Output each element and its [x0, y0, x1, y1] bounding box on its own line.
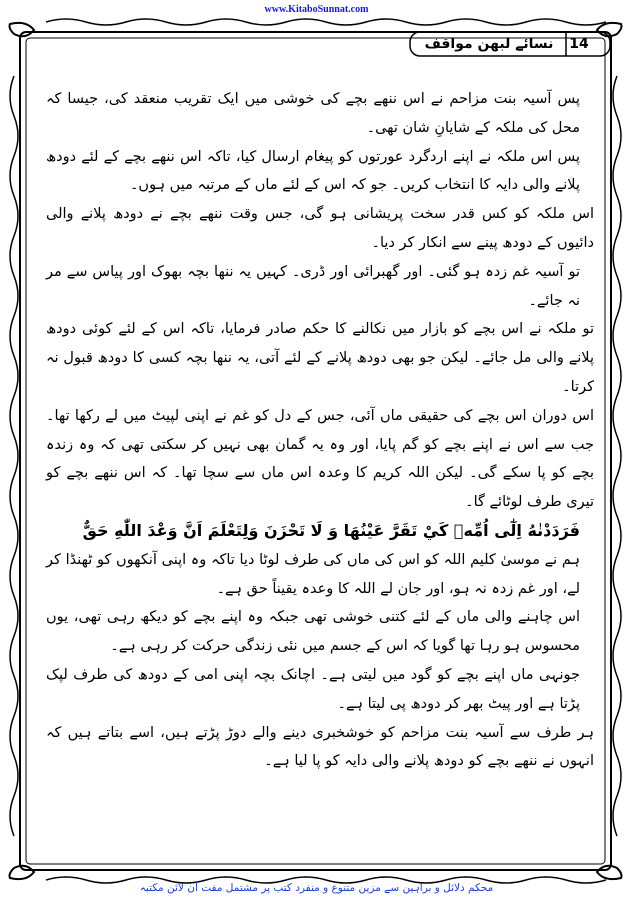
paragraph: پس آسیہ بنت مزاحم نے اس ننھے بچے کی خوشی میں ایک تقریب منعقد کی، جیسا کہ محل کی ملکہ کے شایانِ شان تھی۔	[46, 91, 580, 136]
paragraph: اس ملکہ کو کس قدر سخت پریشانی ہو گی، جس وقت ننھے بچے نے دودھ پلانے والی دائیوں کے دودھ پینے سے انکار کر دیا۔	[46, 206, 594, 251]
quran-verse: فَرَدَدْنٰهُ اِلٰٓى اُمِّهٖ كَيْ تَقَرَّ عَيْنُهَا وَ لَا تَحْزَنَ وَلِتَعْلَمَ اَنَّ وَعْدَ اللّٰهِ حَقٌّ	[82, 520, 580, 540]
page-number: 14	[569, 36, 589, 52]
footer-note: محکم دلائل و براہین سے مزین متنوع و منفرد کتب پر مشتمل مفت آن لائن مکتبہ	[139, 882, 494, 894]
book-title: نسائے لبھن مواقف	[424, 36, 554, 52]
site-url[interactable]: www.KitaboSunnat.com	[264, 4, 369, 15]
paragraph: پس اس ملکہ نے اپنے اردگرد عورتوں کو پیغام ارسال کیا، تاکہ اس ننھے بچے کے لئے دودھ پلانے والی دایہ کا انتخاب کریں۔ جو کہ اس کے لئے ماں کے مرتبہ میں ہوں۔	[46, 148, 580, 194]
page-body	[46, 85, 594, 885]
paragraph: اس چاہنے والی ماں کے لئے کتنی خوشی تھی جبکہ وہ اپنے بچے کو دیکھ رہی تھی، یوں محسوس ہو رہا تھا گویا کہ اس کے جسم میں نئی زندگی حرکت کر رہی ہے۔	[46, 609, 580, 655]
paragraph: جونہی ماں اپنے بچے کو گود میں لیتی ہے۔ اچانک بچہ اپنی امی کے دودھ کی طرف لپک پڑتا ہے اور پیٹ بھر کر دودھ پی لیتا ہے۔	[46, 666, 580, 712]
paragraph: ہم نے موسیٰ کلیم اللہ کو اس کی ماں کی طرف لوٹا دیا تاکہ وہ اپنی آنکھوں کو ٹھنڈا کر لے، اور غم زدہ نہ ہو، اور جان لے اللہ کا وعدہ یقیناً حق ہے۔	[46, 551, 580, 597]
paragraph: ہر طرف سے آسیہ بنت مزاحم کو خوشخبری دینے والے دوڑ پڑتے ہیں، اسے بتاتے ہیں کہ انہوں نے ننھے بچے کو دودھ پلانے والی دایہ کو پا لیا ہے۔	[46, 724, 594, 770]
paragraph: تو آسیہ غم زدہ ہو گئی۔ اور گھبرائی اور ڈری۔ کہیں یہ ننھا بچہ بھوک اور پیاس سے مر نہ جائے۔	[46, 263, 580, 309]
paragraph: اس دوران اس بچے کی حقیقی ماں آئی، جس کے دل کو غم نے اپنی لپیٹ میں لے رکھا تھا۔ جب سے اس نے اپنے بچے کو گم پایا، اور وہ یہ گمان بھی نہیں کر سکتی تھی کہ وہ زندہ بچے کو پا سکے گی۔ لیکن اللہ کریم کا وعدہ اس ماں سے سچا تھا۔ کہ اس ننھے بچے کو تیری طرف لوٹائے گا۔	[46, 407, 594, 511]
paragraph: تو ملکہ نے اس بچے کو بازار میں نکالنے کا حکم صادر فرمایا، تاکہ اس کے لئے کوئی دودھ پلانے والی مل جائے۔ لیکن جو بھی دودھ پلانے کے لئے آتی، یہ ننھا بچہ کسی کا دودھ قبول نہ کرتا۔	[46, 321, 594, 395]
